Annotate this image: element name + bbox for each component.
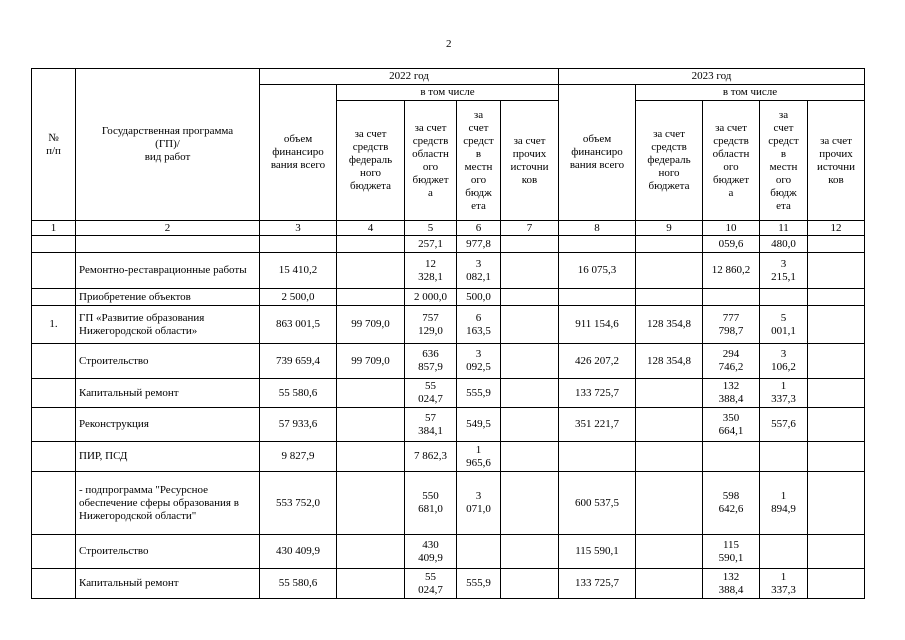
value-cell: 99 709,0 — [337, 344, 405, 379]
value-cell: 555,9 — [457, 569, 501, 599]
value-cell: 426 207,2 — [559, 344, 636, 379]
table-row — [32, 379, 865, 408]
header-federal-2023: за счет средств федераль ного бюджета — [636, 101, 703, 221]
header-incl-2023: в том числе — [636, 85, 865, 101]
value-cell: 128 354,8 — [636, 306, 703, 344]
value-cell — [808, 236, 865, 253]
column-number: 4 — [337, 221, 405, 236]
value-cell: 257,1 — [405, 236, 457, 253]
value-cell — [337, 379, 405, 408]
value-cell: 2 000,0 — [405, 289, 457, 306]
financing-table — [31, 68, 865, 599]
value-cell — [636, 442, 703, 472]
value-cell: 1 965,6 — [457, 442, 501, 472]
row-name-cell: Ремонтно-реставрационные работы — [76, 253, 260, 289]
column-number: 9 — [636, 221, 703, 236]
value-cell — [636, 289, 703, 306]
value-cell: 99 709,0 — [337, 306, 405, 344]
value-cell: 911 154,6 — [559, 306, 636, 344]
header-other-2022: за счет прочих источни ков — [501, 101, 559, 221]
header-other-2023: за счет прочих источни ков — [808, 101, 865, 221]
header-regional-2022: за счет средств областн ого бюджет а — [405, 101, 457, 221]
row-name-cell: - подпрограмма "Ресурсное обеспечение сферы образования в Нижегородской области" — [76, 472, 260, 535]
value-cell: 57 384,1 — [405, 408, 457, 442]
header-local-2023: за счет средст в местн ого бюдж ета — [760, 101, 808, 221]
value-cell: 550 681,0 — [405, 472, 457, 535]
header-year-2023: 2023 год — [559, 69, 865, 85]
value-cell — [636, 253, 703, 289]
value-cell: 549,5 — [457, 408, 501, 442]
row-num-cell — [32, 344, 76, 379]
value-cell: 3 082,1 — [457, 253, 501, 289]
value-cell — [501, 253, 559, 289]
value-cell: 12 860,2 — [703, 253, 760, 289]
value-cell: 059,6 — [703, 236, 760, 253]
value-cell — [808, 344, 865, 379]
table-row — [32, 408, 865, 442]
value-cell — [636, 379, 703, 408]
table-row — [32, 569, 865, 599]
column-number: 11 — [760, 221, 808, 236]
value-cell: 863 001,5 — [260, 306, 337, 344]
value-cell: 55 024,7 — [405, 569, 457, 599]
value-cell: 598 642,6 — [703, 472, 760, 535]
value-cell — [501, 408, 559, 442]
value-cell: 557,6 — [760, 408, 808, 442]
value-cell — [337, 569, 405, 599]
row-name-cell — [76, 236, 260, 253]
value-cell — [501, 236, 559, 253]
value-cell: 350 664,1 — [703, 408, 760, 442]
value-cell: 12 328,1 — [405, 253, 457, 289]
column-number: 2 — [76, 221, 260, 236]
value-cell: 480,0 — [760, 236, 808, 253]
row-num-cell — [32, 408, 76, 442]
value-cell — [457, 535, 501, 569]
row-num-cell — [32, 253, 76, 289]
row-name-cell: Капитальный ремонт — [76, 569, 260, 599]
value-cell — [636, 408, 703, 442]
table-row — [32, 253, 865, 289]
page-number: 2 — [446, 38, 452, 50]
row-num-cell — [32, 289, 76, 306]
value-cell — [808, 289, 865, 306]
header-program: Государственная программа (ГП)/ вид работ — [76, 69, 260, 221]
value-cell: 553 752,0 — [260, 472, 337, 535]
value-cell: 351 221,7 — [559, 408, 636, 442]
value-cell — [808, 535, 865, 569]
value-cell — [337, 289, 405, 306]
row-name-cell: Строительство — [76, 344, 260, 379]
value-cell — [501, 569, 559, 599]
row-name-cell: Строительство — [76, 535, 260, 569]
value-cell — [760, 289, 808, 306]
column-number: 5 — [405, 221, 457, 236]
table-row — [32, 535, 865, 569]
value-cell — [808, 472, 865, 535]
value-cell — [636, 472, 703, 535]
row-num-cell — [32, 442, 76, 472]
value-cell — [636, 535, 703, 569]
row-name-cell: Капитальный ремонт — [76, 379, 260, 408]
row-num-cell — [32, 379, 76, 408]
row-num-cell — [32, 472, 76, 535]
column-number: 6 — [457, 221, 501, 236]
value-cell: 16 075,3 — [559, 253, 636, 289]
value-cell — [760, 535, 808, 569]
value-cell — [337, 535, 405, 569]
row-name-cell: ГП «Развитие образования Нижегородской области» — [76, 306, 260, 344]
value-cell: 133 725,7 — [559, 379, 636, 408]
header-total-2022: объем финансиро вания всего — [260, 85, 337, 221]
table-row — [32, 306, 865, 344]
value-cell — [808, 306, 865, 344]
value-cell — [760, 442, 808, 472]
header-incl-2022: в том числе — [337, 85, 559, 101]
value-cell — [501, 379, 559, 408]
header-local-2022: за счет средст в местн ого бюдж ета — [457, 101, 501, 221]
column-number: 8 — [559, 221, 636, 236]
value-cell: 1 337,3 — [760, 569, 808, 599]
row-name-cell: Приобретение объектов — [76, 289, 260, 306]
value-cell — [260, 236, 337, 253]
value-cell: 115 590,1 — [559, 535, 636, 569]
value-cell — [636, 236, 703, 253]
column-number: 1 — [32, 221, 76, 236]
value-cell: 133 725,7 — [559, 569, 636, 599]
value-cell — [559, 236, 636, 253]
value-cell — [337, 442, 405, 472]
value-cell — [703, 289, 760, 306]
row-name-cell: Реконструкция — [76, 408, 260, 442]
value-cell: 430 409,9 — [260, 535, 337, 569]
value-cell — [808, 569, 865, 599]
value-cell — [703, 442, 760, 472]
row-num-cell: 1. — [32, 306, 76, 344]
value-cell — [501, 289, 559, 306]
row-num-cell — [32, 569, 76, 599]
value-cell — [501, 344, 559, 379]
value-cell: 3 215,1 — [760, 253, 808, 289]
value-cell: 6 163,5 — [457, 306, 501, 344]
value-cell — [501, 535, 559, 569]
value-cell: 636 857,9 — [405, 344, 457, 379]
value-cell: 15 410,2 — [260, 253, 337, 289]
value-cell — [808, 408, 865, 442]
value-cell: 3 071,0 — [457, 472, 501, 535]
value-cell: 7 862,3 — [405, 442, 457, 472]
value-cell — [808, 253, 865, 289]
value-cell — [337, 236, 405, 253]
value-cell: 115 590,1 — [703, 535, 760, 569]
table-row — [32, 236, 865, 253]
value-cell: 1 894,9 — [760, 472, 808, 535]
table-row — [32, 472, 865, 535]
table-row — [32, 442, 865, 472]
value-cell: 3 106,2 — [760, 344, 808, 379]
value-cell — [501, 442, 559, 472]
value-cell: 777 798,7 — [703, 306, 760, 344]
column-number: 12 — [808, 221, 865, 236]
value-cell: 600 537,5 — [559, 472, 636, 535]
header-year-2022: 2022 год — [260, 69, 559, 85]
value-cell: 757 129,0 — [405, 306, 457, 344]
value-cell: 1 337,3 — [760, 379, 808, 408]
value-cell — [559, 289, 636, 306]
value-cell — [636, 569, 703, 599]
value-cell: 132 388,4 — [703, 569, 760, 599]
value-cell — [808, 442, 865, 472]
value-cell — [559, 442, 636, 472]
value-cell: 555,9 — [457, 379, 501, 408]
row-name-cell: ПИР, ПСД — [76, 442, 260, 472]
row-num-cell — [32, 236, 76, 253]
value-cell: 500,0 — [457, 289, 501, 306]
value-cell: 739 659,4 — [260, 344, 337, 379]
header-federal-2022: за счет средств федераль ного бюджета — [337, 101, 405, 221]
column-number: 3 — [260, 221, 337, 236]
header-regional-2023: за счет средств областн ого бюджет а — [703, 101, 760, 221]
value-cell: 132 388,4 — [703, 379, 760, 408]
value-cell: 55 580,6 — [260, 569, 337, 599]
value-cell: 128 354,8 — [636, 344, 703, 379]
column-number: 10 — [703, 221, 760, 236]
value-cell — [337, 253, 405, 289]
table-row — [32, 344, 865, 379]
value-cell: 3 092,5 — [457, 344, 501, 379]
value-cell — [337, 472, 405, 535]
table-row — [32, 289, 865, 306]
column-number: 7 — [501, 221, 559, 236]
value-cell: 294 746,2 — [703, 344, 760, 379]
value-cell: 430 409,9 — [405, 535, 457, 569]
value-cell: 57 933,6 — [260, 408, 337, 442]
row-num-cell — [32, 535, 76, 569]
value-cell: 977,8 — [457, 236, 501, 253]
column-number-row — [32, 221, 865, 236]
value-cell — [337, 408, 405, 442]
value-cell: 2 500,0 — [260, 289, 337, 306]
header-total-2023: объем финансиро вания всего — [559, 85, 636, 221]
value-cell: 55 580,6 — [260, 379, 337, 408]
value-cell: 55 024,7 — [405, 379, 457, 408]
value-cell — [501, 306, 559, 344]
header-num: № п/п — [32, 69, 76, 221]
value-cell: 5 001,1 — [760, 306, 808, 344]
value-cell — [808, 379, 865, 408]
value-cell: 9 827,9 — [260, 442, 337, 472]
value-cell — [501, 472, 559, 535]
